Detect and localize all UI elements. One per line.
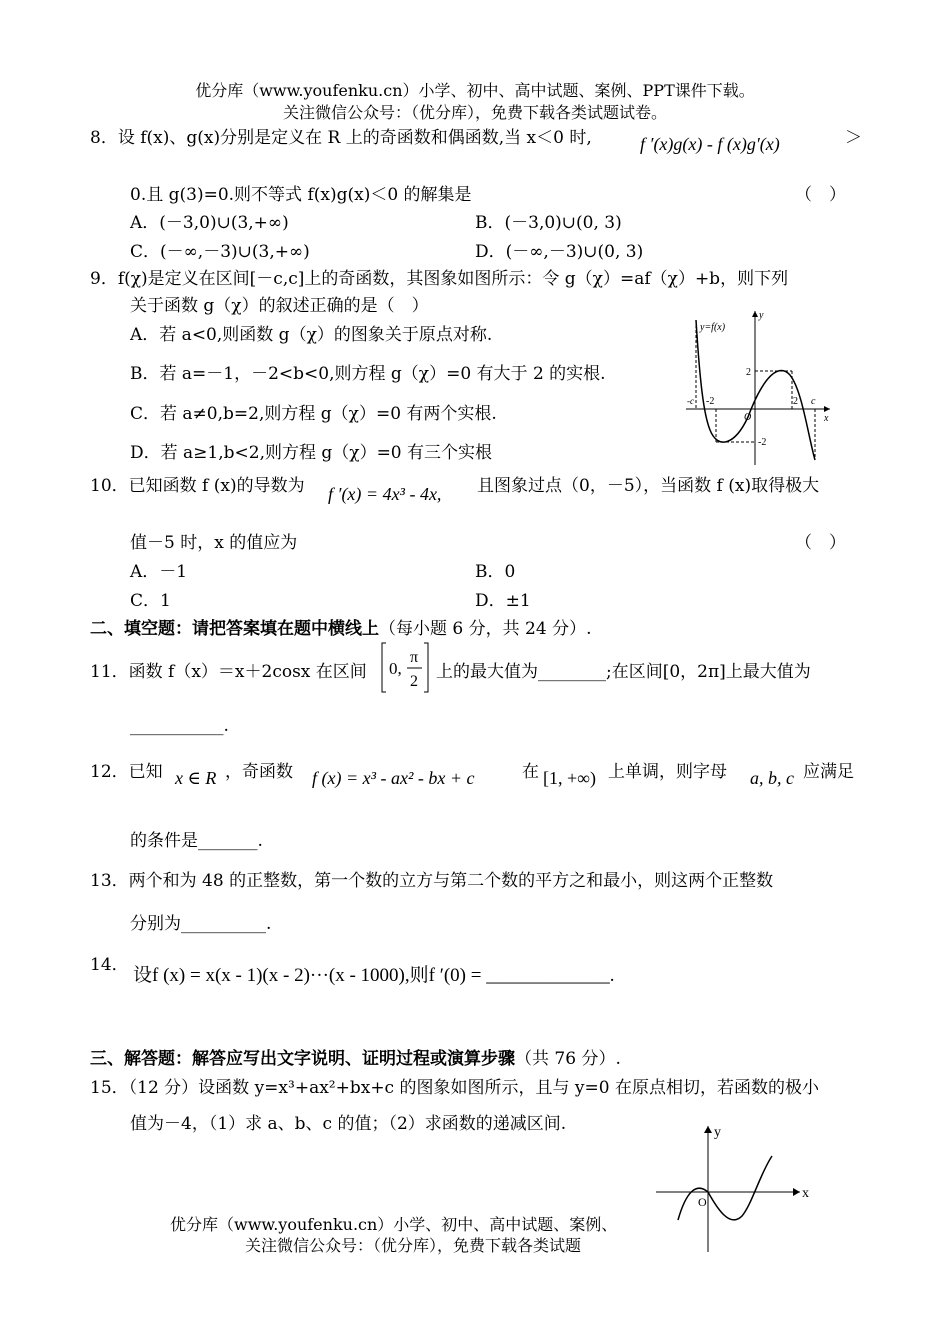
q11-text-a: 11．函数 f（x）＝x＋2cosx 在区间 — [90, 662, 367, 682]
q10-option-c: C．1 — [130, 591, 171, 611]
section-3-bold: 三、解答题：解答应写出文字说明、证明过程或演算步骤 — [90, 1049, 515, 1069]
q11-text-b: 上的最大值为________;在区间[0，2π]上最大值为 — [436, 662, 811, 682]
q9-option-d: D．若 a≥1,b<2,则方程 g（χ）=0 有三个实根 — [130, 443, 493, 463]
q10-option-a: A．－1 — [130, 562, 188, 582]
q9-graph-o: O — [744, 412, 752, 423]
q9-line-1: 9．f(χ)是定义在区间[－c,c]上的奇函数，其图象如图所示：令 g（χ）=af（χ）+b，则下列 — [90, 269, 789, 289]
q9-option-b: B．若 a=－1，－2<b<0,则方程 g（χ）=0 有大于 2 的实根. — [130, 364, 606, 384]
q15-graph — [650, 1120, 820, 1255]
q9-line-2: 关于函数 g（χ）的叙述正确的是（ ） — [130, 296, 429, 316]
q12-abc: a, b, c — [750, 768, 794, 788]
q9-option-a: A．若 a<0,则函数 g（χ）的图象关于原点对称. — [130, 325, 493, 345]
section-3-rest: （共 76 分）. — [515, 1049, 621, 1069]
q15-line-1: 15．（12 分）设函数 y=x³+ax²+bx+c 的图象如图所示，且与 y=0 在原点相切，若函数的极小 — [90, 1078, 819, 1098]
q9-graph-neg-two-x: -2 — [706, 396, 715, 407]
footer-line-2: 关注微信公众号：（优分库），免费下载各类试题 — [245, 1236, 582, 1255]
q11-blank: ___________. — [130, 716, 229, 736]
q8-line-1: 8．设 f(x)、g(x)分别是定义在 R 上的奇函数和偶函数,当 x＜0 时, — [90, 128, 592, 148]
section-2-bold: 二、填空题：请把答案填在题中横线上 — [90, 619, 379, 639]
q12-text-d: 上单调，则字母 — [608, 762, 727, 782]
q15-x-arrow — [793, 1188, 800, 1196]
q11-interval — [380, 640, 432, 695]
q15-curve — [678, 1156, 772, 1220]
q15-graph-o: O — [698, 1195, 707, 1209]
q10-option-d: D．±1 — [475, 591, 531, 611]
q8-gt: ＞ — [845, 128, 862, 148]
q11-right-bracket — [424, 643, 428, 692]
q8-option-a: A．(－3,0)∪(3,+∞) — [130, 213, 289, 233]
q10-line-2: 值－5 时，x 的值应为 — [130, 533, 298, 553]
q12-text-c: 在 — [522, 762, 539, 782]
q12-x-in-r: x ∈ R — [175, 768, 217, 788]
footer-line-1: 优分库（www.youfenku.cn）小学、初中、高中试题、案例、 — [170, 1215, 618, 1234]
q8-paren: （ ） — [795, 185, 846, 205]
q9-graph-two-x: 2 — [793, 396, 798, 407]
section-3-heading — [90, 1044, 621, 1069]
q15-graph-x: x — [802, 1186, 809, 1201]
q15-line-2: 值为－4，（1）求 a、b、c 的值；（2）求函数的递减区间. — [130, 1114, 567, 1134]
q10-formula: f ′(x) = 4x³ - 4x, — [328, 484, 442, 504]
q8-option-c: C．(－∞,－3)∪(3,+∞) — [130, 242, 310, 262]
q9-x-arrow — [824, 406, 830, 412]
q12-text-b: ，奇函数 — [225, 762, 293, 782]
q9-graph-label: y=f(x) — [700, 322, 726, 333]
q9-graph-two-y: 2 — [746, 367, 751, 378]
q8-option-b: B．(－3,0)∪(0, 3) — [475, 213, 622, 233]
q12-text-a: 12．已知 — [90, 762, 163, 782]
q9-graph-x: x — [824, 413, 829, 424]
q9-y-arrow — [752, 311, 758, 317]
q9-graph-y: y — [759, 310, 764, 321]
q8-line-2: 0.且 g(3)=0.则不等式 f(x)g(x)＜0 的解集是 — [130, 185, 472, 205]
q15-y-arrow — [704, 1126, 712, 1133]
q11-interval-zero: 0, — [389, 659, 402, 678]
q11-two: 2 — [410, 673, 418, 690]
q9-graph-c: c — [811, 396, 816, 407]
q8-formula: f ′(x)g(x) - f (x)g′(x) — [640, 134, 780, 154]
q9-graph — [680, 305, 840, 470]
q12-text-e: 应满足 — [803, 762, 854, 782]
q13-line-2: 分别为__________. — [130, 914, 272, 934]
q11-left-bracket — [382, 643, 386, 692]
q9-graph-neg-two-y: -2 — [758, 437, 767, 448]
section-2-rest: （每小题 6 分，共 24 分）. — [379, 619, 592, 639]
q9-option-c: C．若 a≠0,b=2,则方程 g（χ）=0 有两个实根. — [130, 404, 497, 424]
q12-interval: [1, +∞) — [543, 768, 596, 788]
section-2-heading — [90, 614, 591, 639]
q8-option-d: D．(－∞,－3)∪(0, 3) — [475, 242, 644, 262]
q10-line-1a: 10．已知函数 f (x)的导数为 — [90, 476, 305, 496]
header-line-2: 关注微信公众号：（优分库），免费下载各类试题试卷。 — [282, 103, 667, 122]
q9-graph-neg-c: -c — [687, 396, 694, 406]
q12-line-2: 的条件是_______. — [130, 831, 263, 851]
q12-function: f (x) = x³ - ax² - bx + c — [312, 768, 475, 788]
q11-pi: π — [410, 649, 419, 666]
q14-formula: 设f (x) = x(x - 1)(x - 2)···(x - 1000),则f ′(0) = _____________. — [133, 965, 615, 986]
q10-option-b: B．0 — [475, 562, 516, 582]
q10-paren: （ ） — [795, 533, 846, 553]
q14-number: 14． — [90, 955, 129, 975]
q13-line-1: 13．两个和为 48 的正整数，第一个数的立方与第二个数的平方之和最小，则这两个正整数 — [90, 871, 774, 891]
header-line-1: 优分库（www.youfenku.cn）小学、初中、高中试题、案例、PPT课件下载。 — [195, 81, 755, 100]
q15-graph-y: y — [714, 1125, 721, 1140]
q10-line-1b: 且图象过点（0，－5），当函数 f (x)取得极大 — [477, 476, 820, 496]
